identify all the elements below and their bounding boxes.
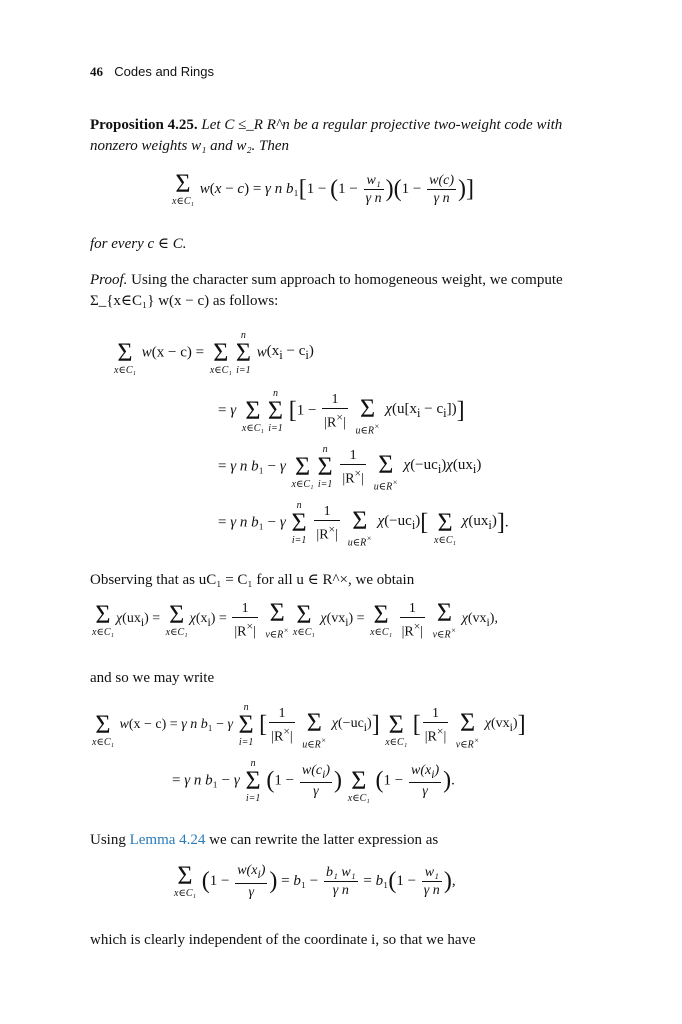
equation-main: Σ x∈C₁ w(x − c) = γ n b₁[1 − (1 − $\frac{\text{w₁}}{\text{γ n}}$ )(1 − $\frac{w(c)}{\text{γ n}}$ )]	[172, 169, 475, 207]
equation-proof-1: Σ x∈C₁ w(x − c) = Σ x∈C₁ n Σ i=1 $w(x_i - c_i)$	[114, 330, 314, 376]
equation-proof-4: = γ n b₁ − γ n Σ i=1 $\frac{1}{|R^\times|}$ Σ u∈R× $\chi(-uc_i)$[ Σ x∈C₁ $\chi(ux_i)$].	[218, 500, 509, 549]
equation-write-1: Σ x∈C₁ w(x − c) = γ n b₁ − γ n Σ i=1 [ $\frac{1}{|R^\times|}$ Σ u∈R× $\chi(-uc_i)$] Σ x∈C₁ [ $\frac{1}{|R^\times|}$ Σ v∈R× $\chi(vx_i)$]	[92, 702, 526, 751]
proof-label: Proof.	[90, 272, 128, 288]
proposition-label: Proposition 4.25.	[90, 117, 198, 133]
equation-write-2: = γ n b₁ − γ n Σ i=1 (1 − $\frac{w(c_i)}{\gamma}$ ) Σ x∈C₁ (1 − $\frac{w(x_i)}{\gamma}$ ).	[172, 758, 455, 804]
equation-proof-3: = γ n b₁ − γ Σ x∈C₁ n Σ i=1 $\frac{1}{|R^\times|}$ Σ u∈R× $\chi(-uc_i)\chi(ux_i)$	[218, 444, 482, 493]
equation-lemma: Σ x∈C₁ (1 − $\frac{w(x_i)}{\gamma}$ ) = b₁ − $\frac{\text{b₁ w₁}}{\text{γ n}}$ = b₁(1 − $\frac{\text{w₁}}{\text{γ n}}$ ),	[174, 860, 456, 900]
so-write-text: and so we may write	[90, 670, 215, 686]
running-title: Codes and Rings	[114, 64, 214, 79]
using-lemma-text: Using Lemma 4.24 we can rewrite the latter expression as	[90, 832, 439, 848]
for-every-text: for every c ∈ C.	[90, 236, 187, 252]
equation-proof-2: = γ Σ x∈C₁ n Σ i=1 [1 − $\frac{1}{|R^\times|}$ Σ u∈R× $\chi(u[x_i - c_i])$]	[218, 388, 465, 437]
lemma-link[interactable]: Lemma 4.24	[129, 832, 206, 848]
which-text: which is clearly independent of the coordinate i, so that we have	[90, 932, 476, 948]
proof-intro: Proof. Using the character sum approach to homogeneous weight, we compute Σ_{x∈C₁} w(x − c) as follows:	[90, 272, 563, 309]
page-number: 46	[90, 64, 103, 79]
page-header	[90, 64, 214, 80]
proposition-block	[90, 115, 600, 157]
observing-text: Observing that as uC₁ = C₁ for all u ∈ R^×, we obtain	[90, 572, 415, 588]
equation-observing: Σ x∈C₁ $\chi(ux_i)$ = Σ x∈C₁ $\chi(x_i)$ = $\frac{1}{|R^\times|}$ Σ v∈R× Σ x∈C₁ $\chi(vx_i)$ = Σ x∈C₁ $\frac{1}{|R^\times|}$ Σ v∈R× $\chi(vx_i)$,	[92, 597, 498, 640]
proposition-statement: Let C ≤_R R^n be a regular projective two-weight code with nonzero weights w₁ and w₂. Then	[90, 117, 563, 154]
